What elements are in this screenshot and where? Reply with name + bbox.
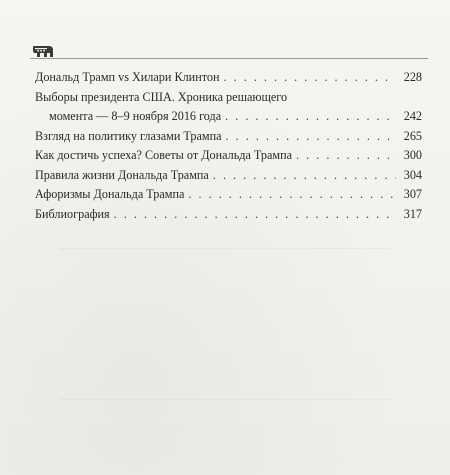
toc-entry-title: Правила жизни Дональда Трампа — [35, 167, 209, 182]
toc-leader-dots — [296, 146, 396, 166]
toc-leader-dots — [114, 205, 396, 225]
toc-entry-page: 300 — [403, 148, 422, 162]
toc-leader-dots — [226, 127, 396, 147]
toc-entry-title: Как достичь успеха? Советы от Дональда Трампа — [35, 148, 293, 162]
toc-entry — [35, 166, 422, 186]
toc-entry-page: 317 — [403, 206, 422, 221]
toc-entry-page: 242 — [403, 109, 422, 123]
toc-leader-dots — [188, 185, 396, 205]
table-of-contents — [35, 68, 422, 224]
toc-entry — [35, 205, 422, 225]
toc-entry-page: 307 — [403, 187, 422, 201]
toc-entry-title: Выборы президента США. Хроника решающего — [35, 89, 288, 104]
toc-entry — [35, 146, 422, 166]
toc-entry-title: Афоризмы Дональда Трампа — [35, 187, 185, 201]
toc-entry-title: Взгляд на политику глазами Трампа — [35, 128, 222, 143]
toc-entry-page: 265 — [403, 128, 422, 143]
toc-entry-title: момента — 8–9 ноября 2016 года — [49, 109, 222, 123]
toc-leader-dots — [225, 107, 396, 127]
header-rule — [30, 58, 428, 59]
toc-entry-title: Библиография — [35, 206, 110, 221]
toc-entry-page: 304 — [403, 167, 422, 182]
toc-entry-title: Дональд Трамп vs Хилари Клинтон — [35, 70, 220, 84]
toc-entry — [35, 107, 422, 127]
toc-entry — [35, 185, 422, 205]
bleed-through-area — [60, 248, 390, 400]
toc-entry — [35, 88, 422, 108]
toc-entry-page: 228 — [403, 70, 422, 84]
toc-leader-dots — [224, 68, 397, 88]
elephant-icon — [32, 44, 54, 58]
toc-entry — [35, 68, 422, 88]
toc-leader-dots — [213, 166, 396, 186]
toc-entry — [35, 127, 422, 147]
